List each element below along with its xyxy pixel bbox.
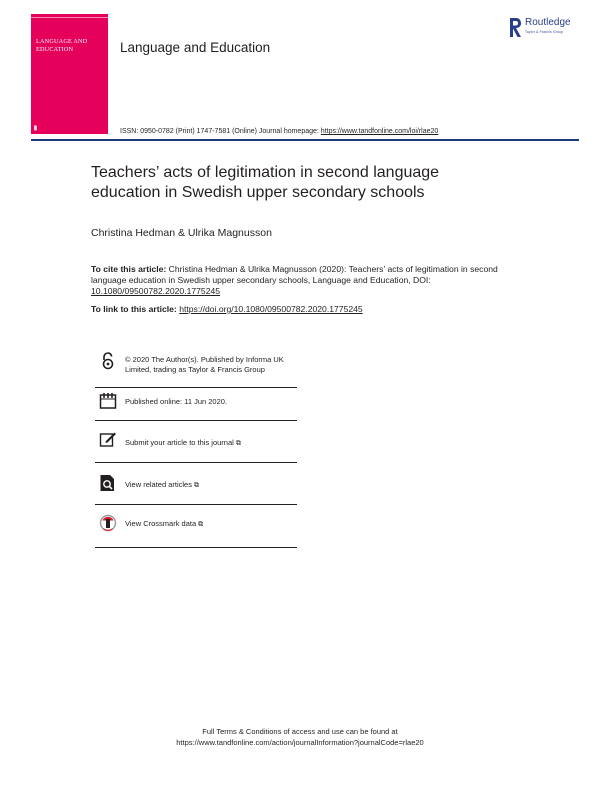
related-articles-label: View related articles xyxy=(125,480,192,489)
info-divider-2 xyxy=(95,420,297,421)
citation-label: To cite this article: xyxy=(91,264,167,274)
edit-submit-icon xyxy=(99,430,117,448)
issn-text: ISSN: 0950-0782 (Print) 1747-7581 (Online) Journal homepage: xyxy=(120,128,321,135)
crossmark-label: View Crossmark data xyxy=(125,519,197,528)
info-divider-1 xyxy=(95,387,297,388)
routledge-tagline: Taylor & Francis Group xyxy=(525,30,564,34)
issn-line xyxy=(120,128,438,135)
external-link-icon: ⧉ xyxy=(235,440,241,447)
article-authors: Christina Hedman & Ulrika Magnusson xyxy=(91,227,272,239)
article-link-label: To link to this article: xyxy=(91,304,180,314)
related-articles-icon xyxy=(99,474,117,492)
article-title-line2: education in Swedish upper secondary schools xyxy=(91,184,425,201)
routledge-logo xyxy=(508,17,588,43)
header-divider xyxy=(31,139,579,141)
routledge-r-icon xyxy=(508,17,523,39)
routledge-name: Routledge xyxy=(525,17,571,28)
submit-article-link[interactable] xyxy=(125,438,305,449)
crossmark-link[interactable] xyxy=(125,519,305,530)
citation-block xyxy=(91,264,531,297)
calendar-icon xyxy=(99,392,117,410)
open-access-icon xyxy=(99,352,117,370)
info-divider-4 xyxy=(95,504,297,505)
cover-title xyxy=(36,38,104,54)
cover-publisher-logo: █ xyxy=(34,125,37,130)
license-text: © 2020 The Author(s). Published by Informa UK Limited, trading as Taylor & Francis Group xyxy=(125,355,284,374)
journal-name: Language and Education xyxy=(120,40,271,55)
footer-terms-link[interactable]: https://www.tandfonline.com/action/journalInformation?journalCode=rlae20 xyxy=(176,737,424,747)
cover-title-line1: LANGUAGE AND xyxy=(36,38,88,45)
submit-article-label: Submit your article to this journal xyxy=(125,438,234,447)
info-divider-3 xyxy=(95,462,297,463)
citation-doi-link[interactable]: 10.1080/09500782.2020.1775245 xyxy=(91,286,221,296)
footer-terms-text: Full Terms & Conditions of access and use can be found at xyxy=(202,727,398,736)
journal-homepage-link[interactable]: https://www.tandfonline.com/loi/rlae20 xyxy=(320,128,439,135)
article-title xyxy=(91,163,511,203)
external-link-icon: ⧉ xyxy=(193,482,199,489)
published-date-text: Published online: 11 Jun 2020. xyxy=(125,397,228,406)
cover-decoration xyxy=(31,17,108,21)
external-link-icon: ⧉ xyxy=(198,521,204,528)
article-doi-url-link[interactable]: https://doi.org/10.1080/09500782.2020.1775245 xyxy=(179,304,363,314)
related-articles-link[interactable] xyxy=(125,480,305,491)
journal-cover-image xyxy=(31,14,108,134)
citation-text: Christina Hedman & Ulrika Magnusson (2020): Teachers’ acts of legitimation in second language education in Swedish upper secondary schools, Language and Education, DOI: xyxy=(91,264,498,285)
info-divider-5 xyxy=(95,547,297,548)
crossmark-icon xyxy=(99,514,117,532)
cover-title-line2: EDUCATION xyxy=(36,46,74,53)
footer xyxy=(0,727,600,748)
article-link-block xyxy=(91,304,531,315)
article-title-line1: Teachers’ acts of legitimation in second language xyxy=(91,164,440,181)
